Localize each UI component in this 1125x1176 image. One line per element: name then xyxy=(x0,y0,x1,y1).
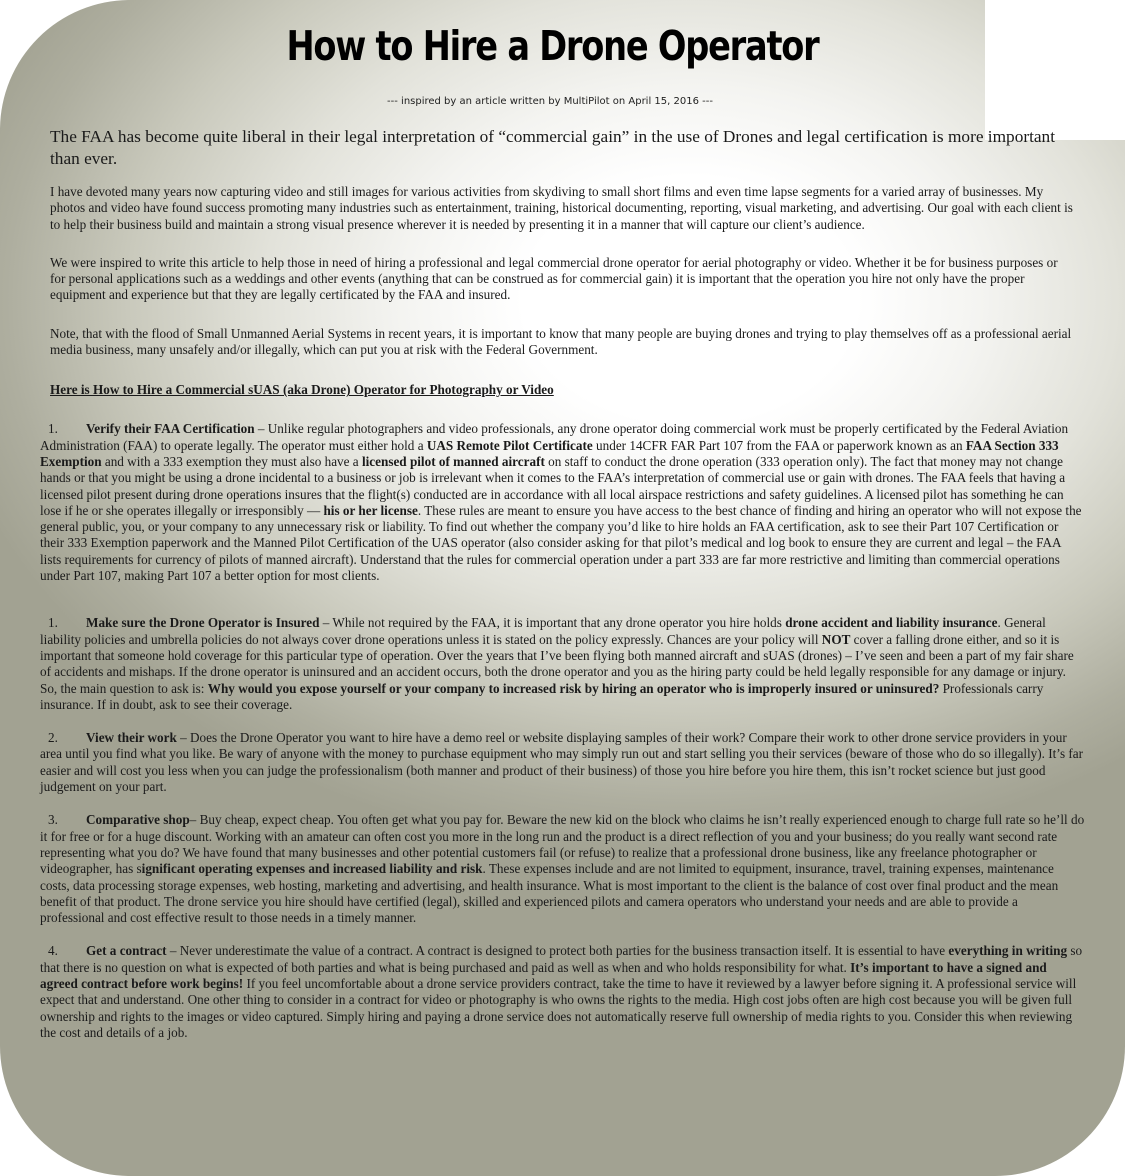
list-item-text: – While not required by the FAA, it is important that any drone operator you hire holds xyxy=(319,615,786,631)
list-item-heading: Get a contract xyxy=(86,943,167,959)
list-item-heading: View their work xyxy=(86,730,177,746)
list-item-emphasis: NOT xyxy=(821,631,851,647)
list-item-text: Professionals carry insurance. If in doubt, ask to see their coverage. xyxy=(40,680,1044,712)
list-item-text: under 14CFR FAR Part 107 from the FAA or paperwork known as an xyxy=(592,437,966,453)
list-item-text: . General liability policies and umbrella policies do not always cover drone operations unless it is stated on the policy expressly. Chances are your policy will xyxy=(40,615,1046,647)
list-item-emphasis: ignificant operating expenses and increased liability and risk xyxy=(141,861,483,877)
list-item-heading: Make sure the Drone Operator is Insured xyxy=(86,615,320,631)
list-item-emphasis: everything in writing xyxy=(948,943,1068,959)
page-subtitle: --- inspired by an article written by MultiPilot on April 15, 2016 --- xyxy=(387,96,713,107)
list-item-certification xyxy=(40,421,1085,584)
list-item-emphasis: drone accident and liability insurance xyxy=(785,615,998,631)
list-item-emphasis: It’s important to have a signed and agreed contract before work begins! xyxy=(40,959,1047,991)
card-corner-cutout xyxy=(985,0,1125,140)
list-item-contract xyxy=(40,943,1085,1041)
list-item-number: 1. xyxy=(48,615,58,631)
intro-paragraph: I have devoted many years now capturing video and still images for various activities from skydiving to small short films and even time lapse segments for a varied array of businesses. My photos and video have found success promoting many industries such as entertainment, training, historical documenting, reporting, visual marketing, and advertising. Our goal with each client is to help their business build and maintain a strong visual presence wherever it is needed by presenting it in a manner that will capture our client’s audience. xyxy=(50,184,1073,232)
list-item-number: 2. xyxy=(48,730,58,746)
list-item-text: – Does the Drone Operator you want to hire have a demo reel or website displaying samples of their work? Compare their work to other drone service providers in your area until you find what you like. Be wary of anyone with the money to purchase equipment who may simply run out and start selling you their services (beware of those who do so illegally). It’s far easier and will cost you less when you can judge the professionalism (both manner and product of their business) of those you hire before you hire them, this isn’t rocket science but just good judgement on your part. xyxy=(40,730,1084,795)
list-item-text: so that there is no question on what is expected of both parties and what is being purchased and paid as well as when and who holds responsibility for what. xyxy=(40,943,1083,975)
list-item-text: . These expenses include and are not limited to equipment, insurance, travel, training expenses, maintenance costs, data processing storage expenses, web hosting, marketing and advertising, and health insurance. What is most important to the client is the balance of cost over final product and the mean benefit of that product. The drone service you hire should have certified (legal), skilled and experienced pilots and camera operators who understand your needs and are able to provide a professional and cost effective result to those needs in a timely manner. xyxy=(40,861,1059,926)
list-item-text: – Never underestimate the value of a contract. A contract is designed to protect both parties for the business transaction itself. It is essential to have xyxy=(166,943,949,959)
list-item-number: 1. xyxy=(48,421,58,437)
list-item-number: 3. xyxy=(48,812,58,828)
list-item-emphasis: FAA Section 333 Exemption xyxy=(40,437,1059,469)
list-item-emphasis: licensed pilot of manned aircraft xyxy=(361,453,545,469)
list-item-emphasis: Why would you expose yourself or your company to increased risk by hiring an operator who is improperly insured or uninsured? xyxy=(207,680,940,696)
list-item-heading: Comparative shop xyxy=(86,812,190,828)
article-body xyxy=(0,126,1125,1041)
page-title: How to Hire a Drone Operator xyxy=(286,22,819,70)
list-item-text: If you feel uncomfortable about a drone service providers contract, take the time to have it reviewed by a lawyer before signing it. A professional service will expect that and understand. One other thing to consider in a contract for video or photography is who owns the rights to the media. High cost jobs often are high cost because you will be given full ownership and rights to the images or video captured. Simply hiring and paying a drone service does not automatically reserve full ownership of media rights to you. Consider this when reviewing the cost and details of a job. xyxy=(40,975,1077,1040)
list-item-emphasis: his or her license xyxy=(323,502,418,518)
list-item-view-work xyxy=(40,730,1085,795)
note-paragraph: Note, that with the flood of Small Unmanned Aerial Systems in recent years, it is important to know that many people are buying drones and trying to play themselves off as a professional aerial media business, many unsafely and/or illegally, which can put you at risk with the Federal Government. xyxy=(50,325,1072,358)
list-item-text: – Buy cheap, expect cheap. You often get what you pay for. Beware the new kid on the block who claims he isn’t really experienced enough to charge full rate so he’ll do it for free or for a huge discount. Working with an amateur can often cost you more in the long run and the product is a direct reflection of you and your business; do you really want second rate representing what you do? We have found that many businesses and other potential customers fail (or refuse) to realize that a professional drone business, like any freelance photographer or videographer, has s xyxy=(40,812,1085,877)
list-item-emphasis: UAS Remote Pilot Certificate xyxy=(426,437,593,453)
list-item-text: cover a falling drone either, and so it is important that someone hold coverage for this particular type of operation. Over the years that I’ve been flying both manned aircraft and sUAS (drones) – I’ve seen and been a part of my fair share of accidents and mishaps. If the drone operator is uninsured and an accident occurs, both the drone operator and you as the hiring party could be held legally responsible for any damage or injury. So, the main question to ask is: xyxy=(40,631,1074,696)
list-item-text: . These rules are meant to ensure you have access to the best chance of finding and hiring an operator who will not expose the general public, you, or your company to any unnecessary risk or liability. To find out whether the company you’d like to hire holds an FAA certification, ask to see their Part 107 Certification or their 333 Exemption paperwork and the Manned Pilot Certification of the UAS operator (also consider asking for that pilot’s medical and log book to ensure they are current and legal – the FAA lists requirements for currency of pilots of manned aircraft). Understand that the rules for commercial operation under a part 333 are far more restrictive and limiting than commercial operations under Part 107, making Part 107 a better option for most clients. xyxy=(40,502,1082,584)
list-item-text: on staff to conduct the drone operation (333 operation only). The fact that money may not change hands or that you might be using a drone incidental to a business or job is irrelevant when it comes to the FAA’s interpretation of commercial use or gain with drones. The FAA feels that having a licensed pilot present during drone operations insures that the flight(s) conducted are in accordance with all local airspace restrictions and safety guidelines. A licensed pilot has something he can lose if he or she operates illegally or irresponsibly — xyxy=(40,453,1066,518)
list-item-insurance xyxy=(40,615,1085,713)
list-item-number: 4. xyxy=(48,943,58,959)
list-item-comparative-shop xyxy=(40,812,1085,926)
lead-paragraph: The FAA has become quite liberal in their legal interpretation of “commercial gain” in the use of Drones and legal certification is more important than ever. xyxy=(50,127,1056,168)
list-item-heading: Verify their FAA Certification xyxy=(86,421,255,437)
section-heading: Here is How to Hire a Commercial sUAS (aka Drone) Operator for Photography or Video xyxy=(50,382,554,398)
list-item-text: – Unlike regular photographers and video professionals, any drone operator doing commercial work must be properly certificated by the Federal Aviation Administration (FAA) to operate legally. The operator must either hold a xyxy=(40,421,1069,453)
list-item-text: and with a 333 exemption they must also have a xyxy=(101,453,362,469)
purpose-paragraph: We were inspired to write this article to help those in need of hiring a professional and legal commercial drone operator for aerial photography or video. Whether it be for business purposes or for personal applications such as a weddings and other events (anything that can be construed as for commercial gain) it is important that the operation you hire not only have the proper equipment and experience but that they are legally certificated by the FAA and insured. xyxy=(50,254,1058,303)
